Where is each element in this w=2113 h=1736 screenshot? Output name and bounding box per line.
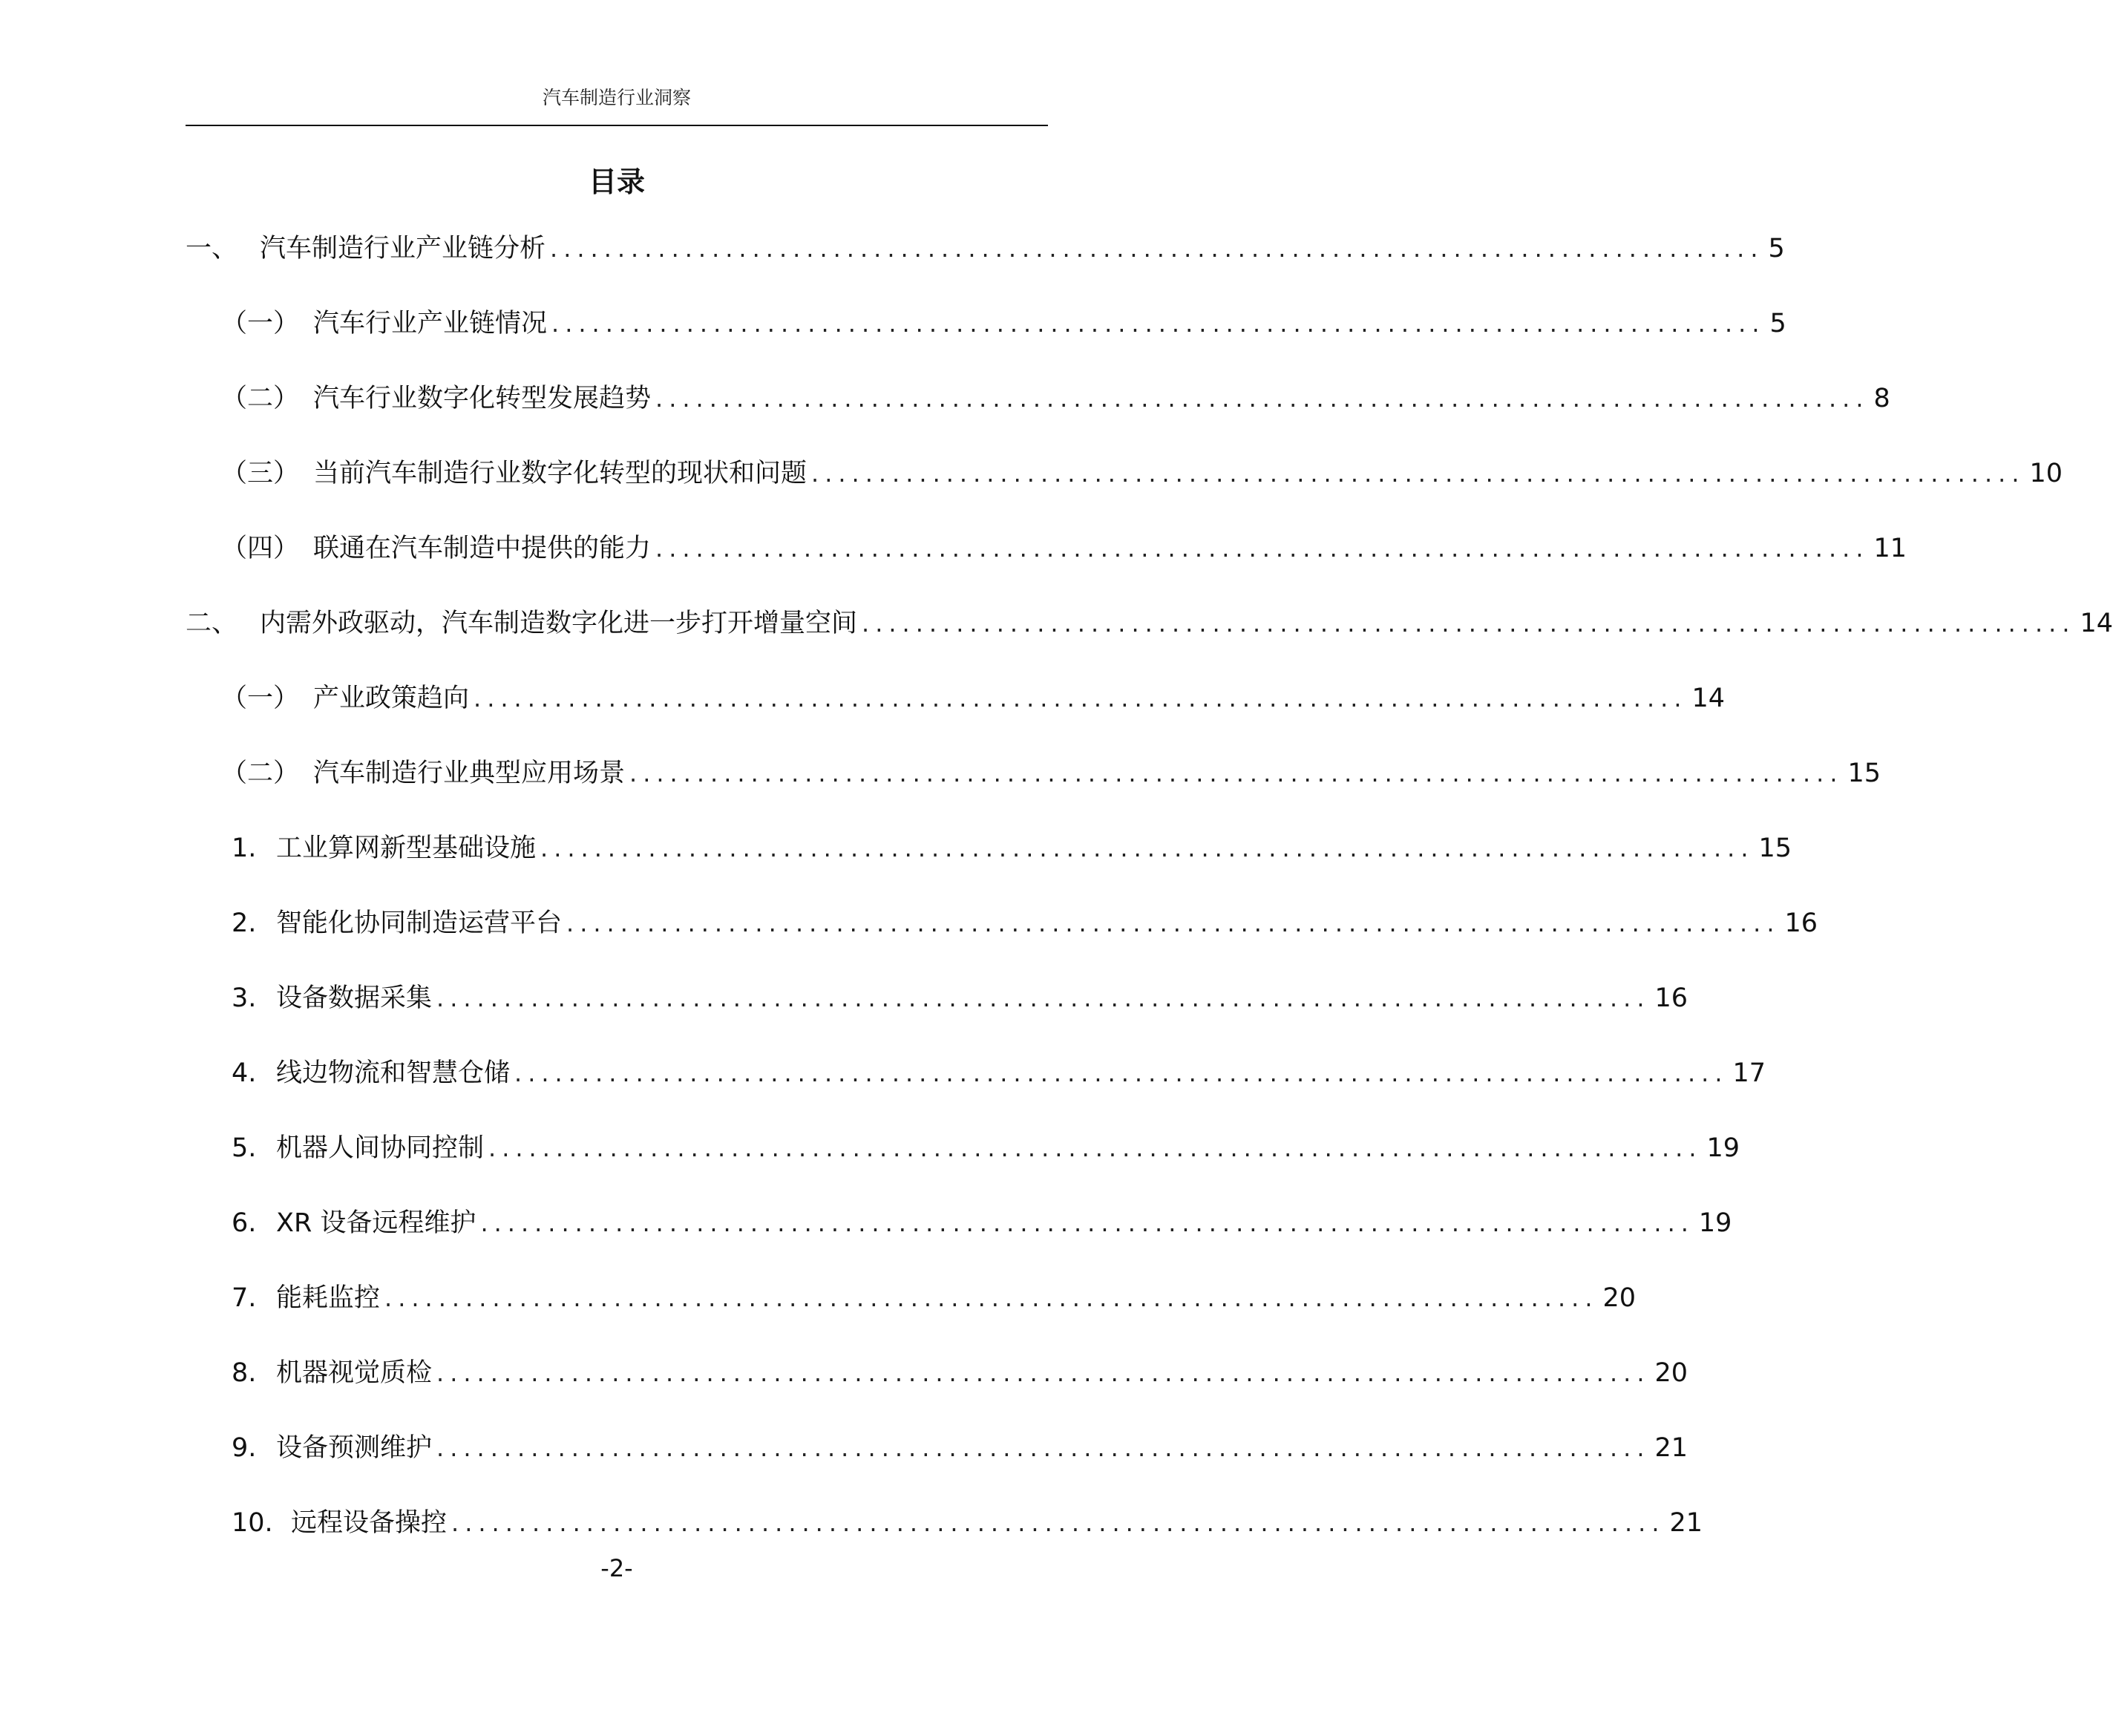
toc-entry-label: 汽车行业产业链情况 [313,309,548,338]
dot-leader: .......................................................................................... [451,1509,1665,1537]
toc-entry-section-2-2[interactable] [221,756,1881,791]
toc-entry-section-1-4[interactable] [221,531,1907,566]
toc-entry-number: （一） [221,309,300,338]
dot-leader: .......................................................................................... [436,984,1651,1012]
toc-entry-page: 5 [1768,234,1785,263]
toc-entry-section-2-1[interactable] [221,681,1726,716]
toc-entry-page: 20 [1654,1358,1688,1388]
dot-leader: .......................................................................................... [566,909,1781,937]
toc-entry-number: 10. [232,1508,273,1538]
toc-entry-label: 内需外政驱动，汽车制造数字化进一步打开增量空间 [260,609,858,638]
toc-entry-item-3[interactable] [232,980,1688,1016]
toc-entry-label: 能耗监控 [276,1283,381,1313]
toc-entry-page: 20 [1602,1283,1637,1313]
toc-entry-page: 8 [1873,384,1890,413]
toc-entry-label: 设备预测维护 [276,1433,433,1463]
toc-entry-item-8[interactable] [232,1355,1688,1391]
toc-entry-item-7[interactable] [232,1280,1637,1316]
toc-entry-section-1-2[interactable] [221,381,1890,416]
toc-entry-number: （四） [221,534,300,563]
toc-entry-number: （三） [221,459,300,488]
toc-entry-label: 设备数据采集 [276,983,433,1013]
toc-title: 目录 [588,166,645,198]
toc-entry-number: 7. [232,1283,257,1313]
toc-entry-label: 机器人间协同控制 [276,1133,485,1163]
dot-leader: .......................................................................................... [655,534,1870,563]
dot-leader: .......................................................................................... [655,384,1870,413]
toc-entry-section-1-3[interactable] [221,456,2063,491]
toc-entry-label: 汽车行业数字化转型发展趋势 [313,384,652,413]
toc-entry-number: 1. [232,833,257,863]
toc-entry-number: （二） [221,759,300,788]
toc-entry-label: 智能化协同制造运营平台 [276,908,563,938]
dot-leader: .......................................................................................... [811,459,2025,488]
dot-leader: .......................................................................................... [488,1134,1703,1162]
toc-entry-label: 工业算网新型基础设施 [276,833,537,863]
dot-leader: .......................................................................................... [862,609,2076,638]
toc-entry-chapter-1[interactable] [186,231,1785,266]
toc-entry-label: 联通在汽车制造中提供的能力 [313,534,652,563]
dot-leader: .......................................................................................... [540,834,1755,862]
toc-entry-chapter-2[interactable] [186,606,2113,641]
dot-leader: .......................................................................................... [474,684,1688,713]
toc-entry-item-10[interactable] [232,1505,1703,1541]
toc-entry-number: 5. [232,1133,257,1163]
toc-entry-item-5[interactable] [232,1130,1740,1166]
toc-entry-page: 16 [1654,983,1688,1013]
toc-entry-number: 二、 [186,609,238,638]
toc-entry-label: 当前汽车制造行业数字化转型的现状和问题 [313,459,807,488]
toc-entry-page: 14 [2080,609,2113,638]
toc-entry-number: 2. [232,908,257,938]
toc-entry-item-1[interactable] [232,831,1792,866]
toc-entry-item-9[interactable] [232,1430,1688,1466]
toc-entry-page: 19 [1706,1133,1740,1163]
toc-entry-label: 线边物流和智慧仓储 [276,1058,511,1088]
toc-entry-label: 汽车制造行业典型应用场景 [313,759,626,788]
dot-leader: .......................................................................................... [550,235,1764,263]
toc-entry-page: 19 [1698,1208,1732,1238]
toc-entry-label: 汽车制造行业产业链分析 [260,234,546,263]
toc-entry-section-1-1[interactable] [221,306,1786,341]
dot-leader: .......................................................................................... [514,1059,1729,1087]
toc-entry-number: 4. [232,1058,257,1088]
running-header: 汽车制造行业洞察 [542,87,691,108]
toc-entry-page: 14 [1691,684,1726,713]
toc-entry-page: 15 [1847,759,1881,788]
toc-entry-label: 产业政策趋向 [313,684,470,713]
toc-entry-page: 17 [1732,1058,1766,1088]
dot-leader: .......................................................................................... [436,1434,1651,1462]
dot-leader: .......................................................................................... [384,1284,1599,1312]
toc-entry-item-6[interactable] [232,1205,1732,1241]
dot-leader: .......................................................................................... [551,309,1766,338]
dot-leader: .......................................................................................... [480,1209,1694,1237]
toc-entry-label: 机器视觉质检 [276,1358,433,1388]
toc-entry-number: （一） [221,684,300,713]
toc-entry-page: 15 [1758,833,1792,863]
dot-leader: .......................................................................................... [629,759,1844,787]
toc-entry-page: 11 [1873,534,1907,563]
toc-entry-page: 5 [1769,309,1786,338]
toc-entry-number: 8. [232,1358,257,1388]
dot-leader: .......................................................................................... [436,1359,1651,1387]
toc-entry-page: 21 [1669,1508,1703,1538]
toc-entry-item-2[interactable] [232,905,1818,941]
toc-entry-page: 21 [1654,1433,1688,1463]
toc-entry-number: 9. [232,1433,257,1463]
toc-entry-number: 3. [232,983,257,1013]
toc-entry-number: （二） [221,384,300,413]
toc-entry-number: 6. [232,1208,257,1238]
page-number: -2- [600,1554,633,1582]
toc-entry-page: 10 [2029,459,2063,488]
toc-entry-page: 16 [1784,908,1818,938]
toc-entry-label: XR 设备远程维护 [276,1208,476,1238]
toc-entry-label: 远程设备操控 [291,1508,448,1538]
toc-entry-number: 一、 [186,234,238,263]
toc-entry-item-4[interactable] [232,1055,1766,1091]
